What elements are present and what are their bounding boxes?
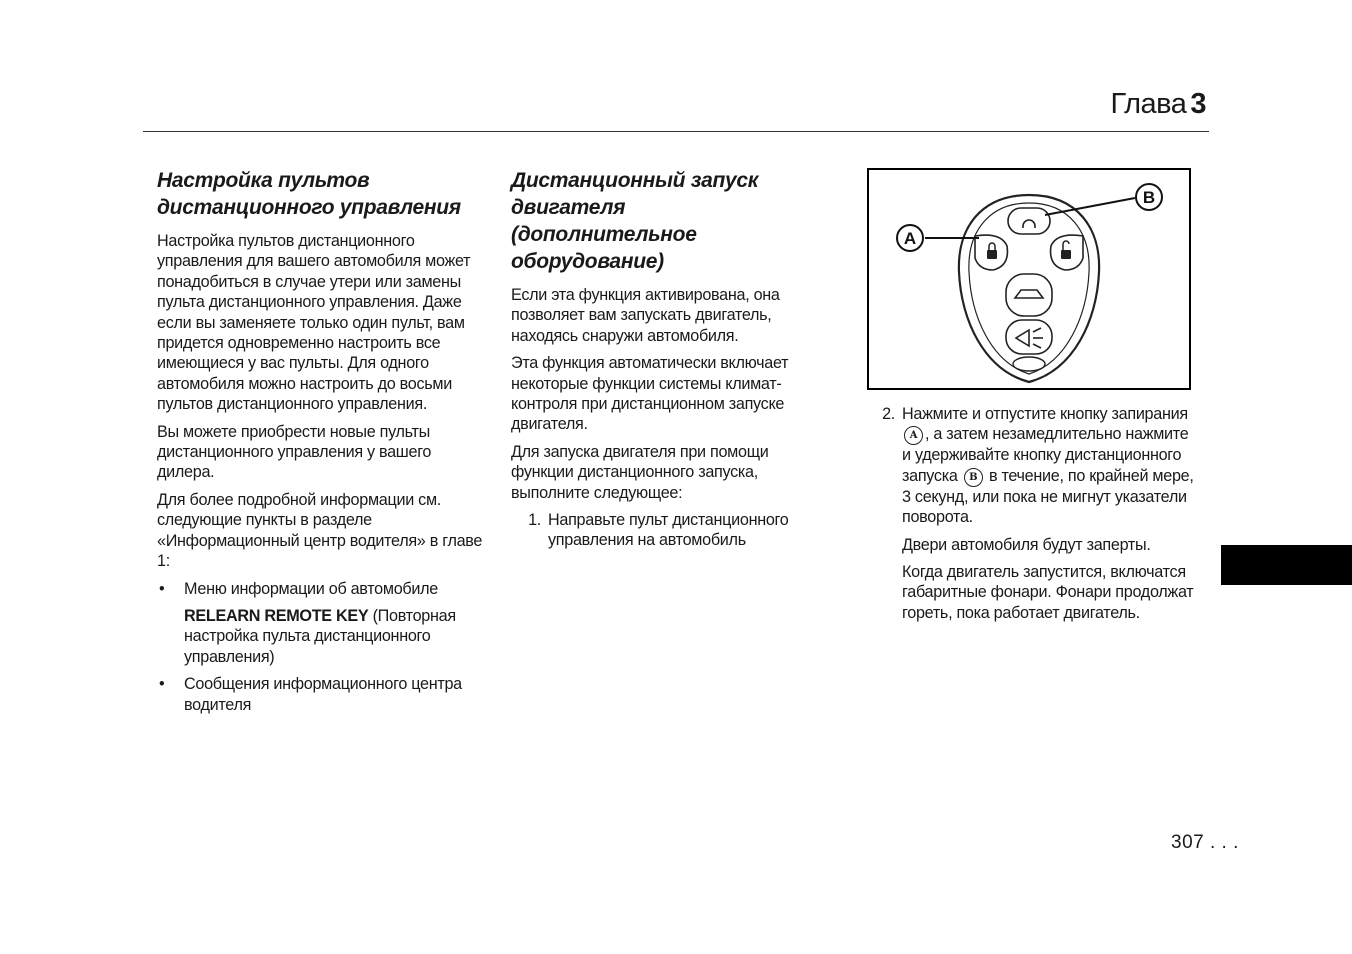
step-item: 2. Нажмите и отпустите кнопку запирания A , а затем незамедлительно нажмите и удерживайте кнопку дистанционного запуска B в течение, по крайней мере, 3 секунд, или пока не мигнут указатели поворота.	[880, 404, 1198, 528]
remote-start-icon	[1023, 220, 1035, 226]
fob-inner-shell	[969, 203, 1089, 374]
remote-start-button	[1008, 208, 1050, 234]
chapter-word: Глава	[1110, 88, 1187, 120]
fob-bottom-button	[1013, 357, 1045, 371]
section-title-remote-setup: Настройка пультов дистанционного управления	[157, 169, 461, 219]
paragraph: Вы можете приобрести новые пульты дистанционного управления у вашего дилера.	[157, 422, 432, 482]
section-title-remote-start: Дистанционный запуск двигателя (дополнительное оборудование)	[511, 169, 759, 273]
header-rule	[143, 131, 1209, 132]
step-item: 1. Направьте пульт дистанционного управления на автомобиль	[511, 510, 811, 551]
lock-button-a-icon: A	[904, 426, 923, 445]
menu-name: RELEARN REMOTE KEY	[184, 606, 369, 625]
panic-horn-icon	[1016, 330, 1029, 346]
paragraph: Когда двигатель запустится, включатся габаритные фонари. Фонари продолжат гореть, пока работает двигатель.	[902, 563, 1194, 622]
step-number: 1.	[528, 511, 541, 530]
paragraph: Эта функция автоматически включает некоторые функции системы климат-контроля при дистанционном запуске двигателя.	[511, 354, 789, 434]
list-item: • Сообщения информационного центра водителя	[159, 675, 462, 714]
chapter-heading	[1111, 88, 1206, 121]
list-item: • Меню информации об автомобиле	[159, 579, 438, 598]
chapter-number: 3	[1190, 88, 1206, 120]
left-column	[157, 167, 485, 722]
key-fob-figure	[867, 168, 1191, 390]
trunk-button	[1006, 274, 1052, 316]
key-fob-illustration	[869, 170, 1189, 388]
bullet-icon: •	[159, 675, 165, 694]
right-column	[880, 404, 1198, 630]
lock-icons	[987, 241, 1071, 259]
paragraph: Двери автомобиля будут заперты.	[902, 535, 1151, 554]
page-number: 307 . . .	[1171, 832, 1239, 853]
unlock-icon	[1061, 250, 1071, 259]
middle-column	[511, 167, 811, 558]
trunk-car-icon	[1015, 290, 1043, 298]
paragraph: Для запуска двигателя при помощи функции дистанционного запуска, выполните следующее:	[511, 442, 769, 502]
step-number: 2.	[882, 405, 895, 423]
chapter-tab-marker	[1221, 545, 1352, 585]
paragraph: Настройка пультов дистанционного управления для вашего автомобиля может понадобиться в случае утери или замены пульта дистанционного управления. Даже если вы заменяете только один пульт, вам придется одновременно настроить все имеющиеся у вас пульты. Для одного автомобиля можно настроить до восьми пультов дистанционного управления.	[157, 232, 471, 414]
sub-item: RELEARN REMOTE KEY (Повторная настройка пульта дистанционного управления)	[184, 606, 456, 666]
lock-icon	[987, 250, 997, 259]
bullet-icon: •	[159, 579, 165, 598]
callout-b-label: B	[1142, 188, 1156, 207]
callout-a-label: A	[903, 229, 917, 248]
paragraph: Для более подробной информации см. следующие пункты в разделе «Информационный центр водителя» в главе 1:	[157, 490, 483, 571]
remote-start-button-b-icon: B	[964, 468, 983, 487]
paragraph: Если эта функция активирована, она позволяет вам запускать двигатель, находясь снаружи автомобиля.	[511, 286, 780, 345]
